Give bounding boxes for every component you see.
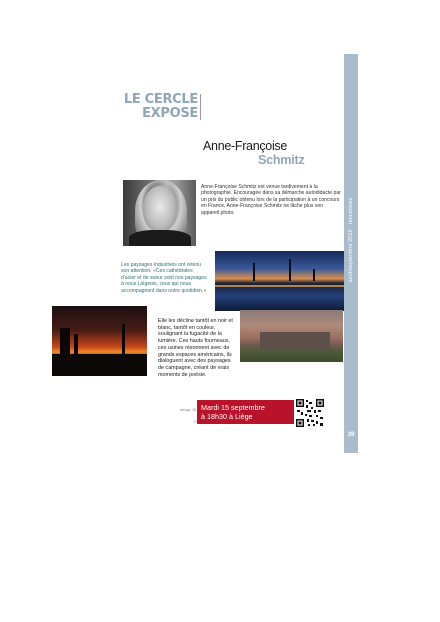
event-date: Mardi 15 septembre <box>201 403 265 412</box>
chimney <box>253 263 255 281</box>
water-reflection <box>215 285 344 287</box>
chimney <box>289 259 291 281</box>
quote-paragraph: Les paysages industriels ont retenu son attention. «Ces cathédrales d'acier et de sueur sont nos paysages à nous Liégeois, ceux qui nous accompagnent dans notre quotidien.» <box>121 262 207 294</box>
factory-silhouette <box>52 354 147 376</box>
lamp-post <box>122 324 125 358</box>
section-title-line-1: LE CERCLE <box>123 92 198 107</box>
section-title <box>116 93 198 121</box>
author-first-name: Anne-Françoise <box>203 139 288 153</box>
portrait-shoulders <box>129 230 191 246</box>
portrait-face <box>143 186 177 232</box>
event-tag: vert.pp. 16-17 <box>177 404 197 416</box>
dusk-factory-photo <box>52 306 147 376</box>
section-title-line-2: EXPOSE <box>142 106 198 121</box>
title-divider <box>200 94 201 120</box>
bio-paragraph: Anne-Françoise Schmitz est venue tardivement à la photographie. Encouragée dans sa démarche autodidacte par un prix du public obtenu lors de la participation à un concours en France, Anne-Françoise Schmitz ne lâche plus son appareil photo. <box>201 184 341 216</box>
steel-plant <box>260 332 330 350</box>
event-banner <box>197 400 294 424</box>
chimney <box>313 269 315 281</box>
author-portrait-photo <box>123 180 196 246</box>
steelworks-photo <box>240 310 343 362</box>
decline-paragraph: Elle les décline tantôt en noir et blanc, tantôt en couleur, soulignant la fugacité de la lumière. Ces hauts fourneaux, ces usines résonnent avec de grands espaces américains, ils dialoguent avec des paysages de campagne, créant de vrais moments de poésie. <box>158 318 233 378</box>
event-time-place: à 18h30 à Liège <box>201 412 253 421</box>
author-last-name: Schmitz <box>258 153 305 167</box>
qr-code[interactable] <box>295 398 325 428</box>
sidebar-issue-label: août/septembre 2015 · rencontres <box>348 197 354 283</box>
page-number: 39 <box>347 432 355 438</box>
industrial-night-photo <box>215 251 344 311</box>
